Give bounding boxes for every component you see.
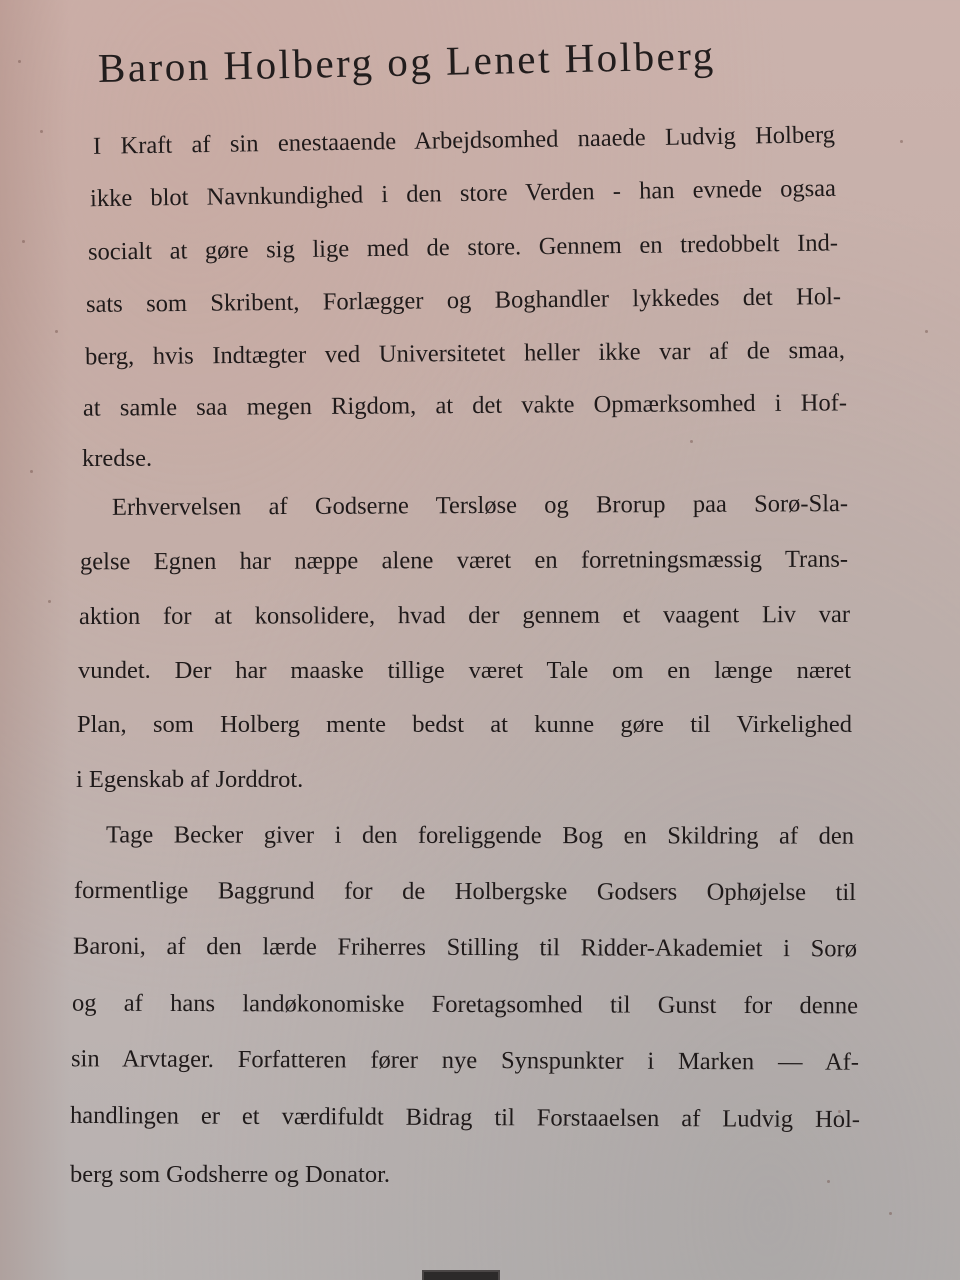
paragraph-3-line-7: berg som Godsherre og Donator. bbox=[70, 1161, 391, 1188]
paragraph-3-line-3: Baroni, af den lærde Friherres Stilling til Ridder-Akademiet i Sorø bbox=[72, 932, 858, 963]
paragraph-1-line-4: sats som Skribent, Forlægger og Boghandler lykkedes det Hol- bbox=[85, 283, 842, 318]
page-title: Baron Holberg og Lenet Holberg bbox=[97, 32, 717, 91]
paragraph-3-line-4: og af hans landøkonomiske Foretagsomhed til Gunst for denne bbox=[71, 989, 859, 1020]
paragraph-1-line-2: ikke blot Navnkundighed i den store Verden - han evnede ogsaa bbox=[89, 174, 837, 213]
paragraph-1-line-3: socialt at gøre sig lige med de store. Gennem en tredobbelt Ind- bbox=[87, 229, 839, 266]
footer-ornament bbox=[422, 1270, 500, 1280]
paragraph-1-line-1: I Kraft af sin enestaaende Arbejdsomhed naaede Ludvig Holberg bbox=[92, 121, 836, 160]
paragraph-2-line-6: i Egenskab af Jorddrot. bbox=[76, 766, 304, 793]
paragraph-3-line-5: sin Arvtager. Forfatteren fører nye Synspunkter i Marken — Af- bbox=[70, 1045, 860, 1076]
paragraph-1-line-7: kredse. bbox=[82, 445, 153, 472]
paragraph-3-line-6: handlingen er et værdifuldt Bidrag til Forstaaelsen af Ludvig Hol- bbox=[69, 1101, 861, 1134]
paragraph-2-line-1: Erhvervelsen af Godserne Tersløse og Brorup paa Sorø-Sla- bbox=[111, 490, 849, 521]
paragraph-2-line-3: aktion for at konsolidere, hvad der gennem et vaagent Liv var bbox=[78, 600, 851, 631]
paragraph-1-line-6: at samle saa megen Rigdom, at det vakte Opmærksomhed i Hof- bbox=[82, 389, 848, 422]
paragraph-3-line-2: formentlige Baggrund for de Holbergske Godsers Ophøjelse til bbox=[73, 876, 857, 907]
paragraph-2-line-2: gelse Egnen har næppe alene været en forretningsmæssig Trans- bbox=[79, 545, 849, 576]
paragraph-2-line-4: vundet. Der har maaske tillige været Tale om en længe næret bbox=[78, 657, 851, 684]
paragraph-1-line-5: berg, hvis Indtægter ved Universitetet heller ikke var af de smaa, bbox=[84, 336, 846, 371]
paragraph-2-line-5: Plan, som Holberg mente bedst at kunne gøre til Virkelighed bbox=[77, 711, 852, 738]
paragraph-3-line-1: Tage Becker giver i den foreliggende Bog en Skildring af den bbox=[105, 821, 855, 850]
